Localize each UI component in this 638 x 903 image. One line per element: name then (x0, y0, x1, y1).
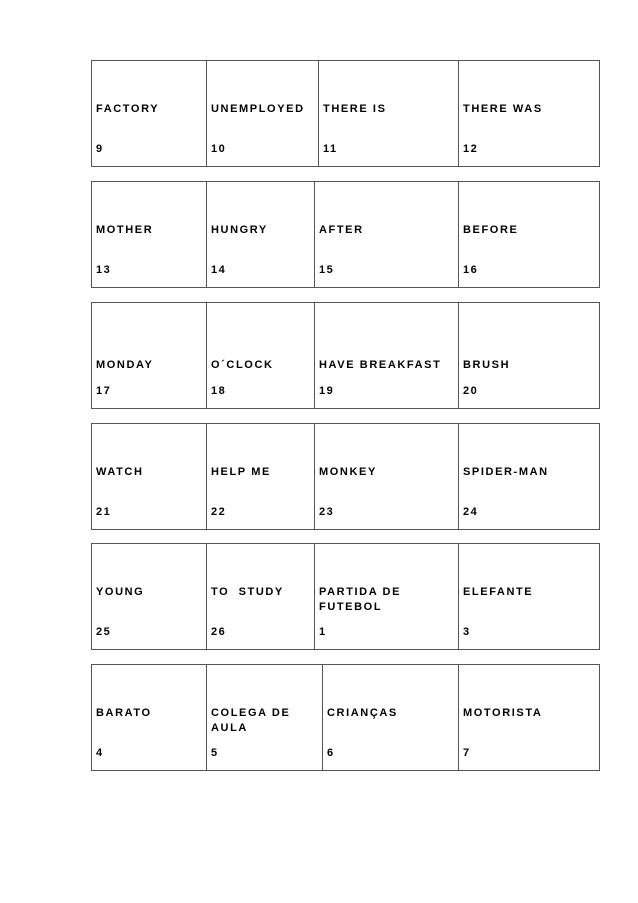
word-card (459, 665, 599, 770)
word-card (207, 61, 319, 166)
word-card (459, 182, 599, 287)
card-number: 25 (96, 626, 112, 638)
card-number: 22 (211, 506, 227, 518)
word-card (92, 303, 207, 408)
card-word: AFTER (319, 224, 364, 236)
card-word: O´CLOCK (211, 359, 274, 371)
word-card (459, 424, 599, 529)
word-card (207, 424, 315, 529)
word-card (459, 303, 599, 408)
word-card (207, 303, 315, 408)
card-word: YOUNG (96, 586, 145, 598)
card-word: BARATO (96, 707, 152, 719)
card-number: 16 (463, 264, 479, 276)
card-word: HELP ME (211, 466, 271, 478)
word-card (315, 424, 459, 529)
card-number: 12 (463, 143, 479, 155)
word-card (459, 544, 599, 649)
card-number: 19 (319, 385, 335, 397)
card-word: BEFORE (463, 224, 519, 236)
card-number: 15 (319, 264, 335, 276)
card-number: 7 (463, 747, 471, 759)
card-row (91, 302, 600, 409)
card-number: 6 (327, 747, 335, 759)
word-card (207, 544, 315, 649)
card-row (91, 181, 600, 288)
word-card (92, 544, 207, 649)
card-word: CRIANÇAS (327, 707, 398, 719)
word-card (459, 61, 599, 166)
card-word: FACTORY (96, 103, 160, 115)
card-word: HUNGRY (211, 224, 268, 236)
card-number: 10 (211, 143, 227, 155)
card-number: 21 (96, 506, 112, 518)
card-row (91, 664, 600, 771)
card-number: 4 (96, 747, 104, 759)
card-number: 23 (319, 506, 335, 518)
word-card (315, 544, 459, 649)
card-word: SPIDER-MAN (463, 466, 549, 478)
word-card (92, 665, 207, 770)
card-word: WATCH (96, 466, 144, 478)
card-word: THERE WAS (463, 103, 543, 115)
card-row (91, 60, 600, 167)
card-word: BRUSH (463, 359, 511, 371)
card-number: 13 (96, 264, 112, 276)
card-row (91, 543, 600, 650)
card-number: 18 (211, 385, 227, 397)
card-number: 5 (211, 747, 219, 759)
card-number: 26 (211, 626, 227, 638)
card-number: 17 (96, 385, 112, 397)
word-card (315, 182, 459, 287)
word-card (315, 303, 459, 408)
card-word: PARTIDA DE FUTEBOL (319, 586, 401, 613)
word-card (92, 182, 207, 287)
card-row (91, 423, 600, 530)
card-word: HAVE BREAKFAST (319, 359, 442, 371)
word-card (207, 182, 315, 287)
card-number: 9 (96, 143, 104, 155)
card-word: TO STUDY (211, 586, 284, 598)
card-word: THERE IS (323, 103, 387, 115)
card-word: MONDAY (96, 359, 154, 371)
card-word: MONKEY (319, 466, 377, 478)
word-card (323, 665, 459, 770)
card-word: COLEGA DE AULA (211, 707, 291, 734)
card-number: 24 (463, 506, 479, 518)
card-word: MOTHER (96, 224, 154, 236)
word-card (92, 424, 207, 529)
card-word: ELEFANTE (463, 586, 534, 598)
card-number: 1 (319, 626, 327, 638)
card-number: 3 (463, 626, 471, 638)
card-word: UNEMPLOYED (211, 103, 305, 115)
word-card (207, 665, 323, 770)
card-number: 20 (463, 385, 479, 397)
word-card (319, 61, 459, 166)
card-number: 14 (211, 264, 227, 276)
word-card (92, 61, 207, 166)
card-number: 11 (323, 143, 338, 155)
card-word: MOTORISTA (463, 707, 543, 719)
